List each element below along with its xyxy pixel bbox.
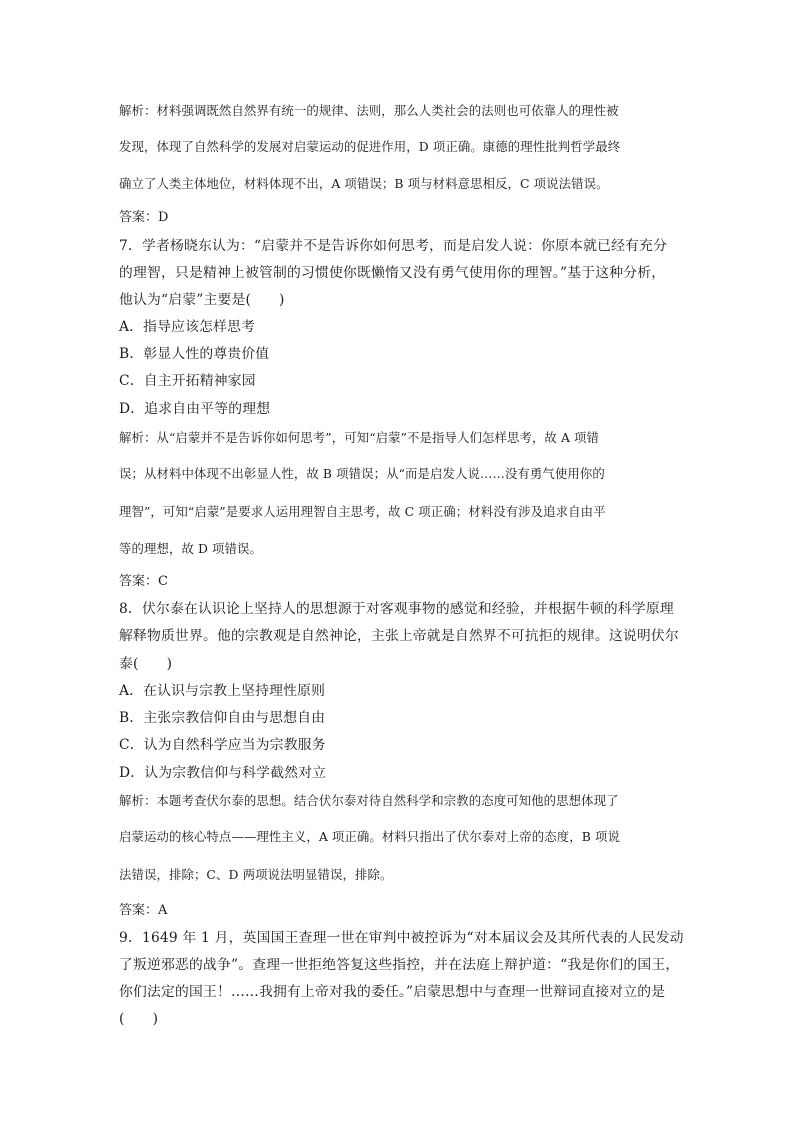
q7-explanation-line-2: 误；从材料中体现不出彰显人性，故 B 项错误；从“而是启发人说……没有勇气使用你的 [119, 466, 605, 481]
q9-stem-line-2: 了叛逆邪恶的战争”。查理一世拒绝答复这些指控，并在法庭上辩护道：“我是你们的国王， [119, 957, 680, 973]
q9-stem-line-3: 你们法定的国王！……我拥有上帝对我的委任。”启蒙思想中与查理一世辩词直接对立的是 [119, 984, 666, 1000]
q8-explanation-line-2: 启蒙运动的核心特点——理性主义，A 项正确。材料只指出了伏尔泰对上帝的态度，B 项说 [119, 829, 620, 844]
q8-explanation-line-3: 法错误，排除；C、D 两项说法明显错误，排除。 [119, 867, 393, 882]
q6-answer: 答案：D [119, 210, 169, 225]
q8-stem-line-3: 泰( ) [119, 656, 173, 672]
q8-stem-line-1: 8．伏尔泰在认识论上坚持人的思想源于对客观事物的感觉和经验，并根据牛顿的科学原理 [119, 601, 674, 617]
q7-explanation-line-1: 解析：从“启蒙并不是告诉你如何思考”，可知“启蒙”不是指导人们怎样思考，故 A 项错 [119, 430, 600, 445]
q7-explanation-line-3: 理智”，可知“启蒙”是要求人运用理智自主思考，故 C 项正确；材料没有涉及追求自由平 [119, 504, 606, 519]
q7-stem-line-1: 7．学者杨晓东认为：“启蒙并不是告诉你如何思考，而是启发人说：你原本就已经有充分 [119, 238, 668, 254]
q7-option-c: C．自主开拓精神家园 [119, 373, 256, 389]
q7-answer: 答案：C [119, 574, 168, 589]
q7-option-d: D．追求自由平等的理想 [119, 401, 271, 417]
q8-option-b: B．主张宗教信仰自由与思想自由 [119, 710, 326, 726]
q7-option-a: A．指导应该怎样思考 [119, 319, 256, 335]
q8-answer: 答案：A [119, 903, 168, 918]
q7-stem-line-3: 他认为“启蒙”主要是( ) [119, 292, 285, 308]
q8-option-a: A．在认识与宗教上坚持理性原则 [119, 683, 326, 699]
q8-stem-line-2: 解释物质世界。他的宗教观是自然神论，主张上帝就是自然界不可抗拒的规律。这说明伏尔 [119, 628, 679, 644]
q7-explanation-line-4: 等的理想，故 D 项错误。 [119, 541, 263, 556]
q8-option-c: C．认为自然科学应当为宗教服务 [119, 737, 326, 753]
q6-explanation-line-3: 确立了人类主体地位，材料体现不出，A 项错误；B 项与材料意思相反，C 项说法错误。 [119, 176, 609, 191]
q8-explanation-line-1: 解析：本题考查伏尔泰的思想。结合伏尔泰对待自然科学和宗教的态度可知他的思想体现了 [119, 793, 619, 808]
q7-option-b: B．彰显人性的尊贵价值 [119, 346, 270, 362]
q9-stem-line-1: 9．1649 年 1 月，英国国王查理一世在审判中被控诉为“对本届议会及其所代表的人民发动 [119, 930, 684, 946]
q6-explanation-line-1: 解析：材料强调既然自然界有统一的规律、法则，那么人类社会的法则也可依靠人的理性被 [119, 103, 619, 118]
q7-stem-line-2: 的理智，只是精神上被管制的习惯使你既懒惰又没有勇气使用你的理智。”基于这种分析， [119, 265, 666, 281]
q6-explanation-line-2: 发现，体现了自然科学的发展对启蒙运动的促进作用，D 项正确。康德的理性批判哲学最终 [119, 139, 621, 154]
q9-stem-line-4: ( ) [119, 1011, 159, 1027]
q8-option-d: D．认为宗教信仰与科学截然对立 [119, 765, 327, 781]
